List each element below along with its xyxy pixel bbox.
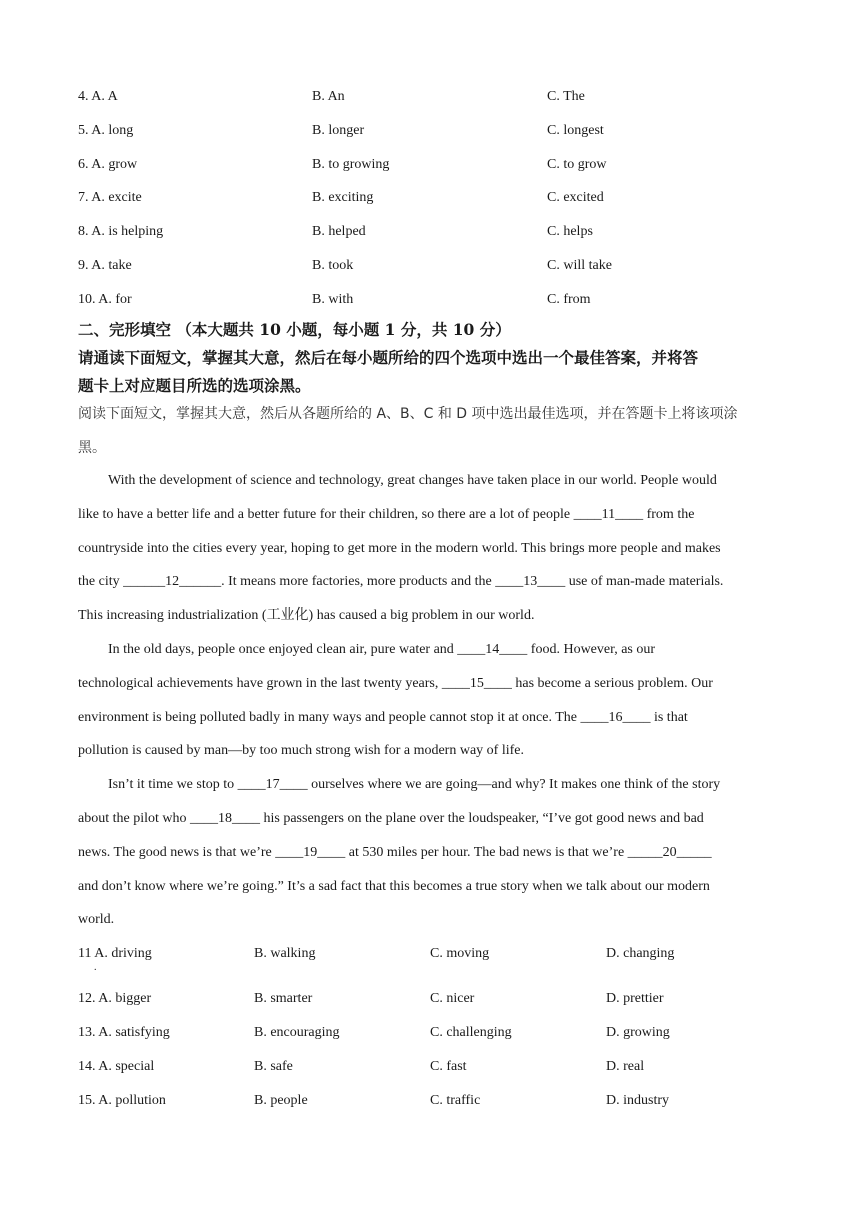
passage-line: countryside into the cities every year, hoping to get more in the modern world. This brings more people and makes — [78, 540, 721, 556]
option-c: C. traffic — [430, 1093, 481, 1108]
section-instruction-bold: 请通读下面短文，掌握其大意，然后在每小题所给的四个选项中选出一个最佳答案，并将答 — [78, 348, 699, 367]
option-c: C. helps — [547, 224, 593, 239]
blank-16: ____16____ — [580, 709, 651, 725]
option-c: C. will take — [547, 258, 612, 273]
passage-text: like to have a better life and a better future for their children, so there are a lot of people — [78, 506, 574, 522]
option-b: B. to growing — [312, 157, 390, 172]
option-a: 5. A. long — [78, 123, 134, 138]
blank-15: ____15____ — [441, 675, 512, 691]
dot-mark: . — [94, 962, 97, 973]
passage-line — [78, 836, 788, 870]
passage-text: ourselves where we are going—and why? It makes one think of the story — [307, 777, 721, 793]
section-instruction-bold-cont: 题卡上对应题目所选的选项涂黑。 — [78, 376, 311, 395]
option-row-q14 — [78, 1057, 788, 1077]
passage-line — [78, 768, 788, 802]
blank-12: ______12______ — [123, 574, 222, 590]
blank-11: ____11____ — [573, 506, 644, 522]
option-c: C. nicer — [430, 991, 475, 1006]
passage-text: the city — [78, 574, 124, 590]
passage-text: Isn’t it time we stop to — [108, 777, 238, 793]
option-row-q12 — [78, 989, 788, 1009]
option-a: 7. A. excite — [78, 190, 142, 205]
option-d: D. prettier — [606, 991, 664, 1006]
passage-text: In the old days, people once enjoyed clean air, pure water and — [108, 641, 458, 657]
option-b: B. with — [312, 292, 354, 307]
option-row-q11 — [78, 944, 788, 973]
option-a: 11 A. driving — [78, 946, 152, 961]
option-a: 9. A. take — [78, 258, 132, 273]
option-a: 12. A. bigger — [78, 991, 152, 1006]
option-b: B. An — [312, 89, 345, 104]
passage-text: news. The good news is that we’re — [78, 844, 276, 860]
option-row-q15 — [78, 1091, 788, 1111]
passage-text: his passengers on the plane over the loudspeaker, “I’ve got good news and bad — [260, 810, 704, 826]
blank-13: ____13____ — [495, 574, 566, 590]
option-row-q13 — [78, 1023, 788, 1043]
option-d: D. growing — [606, 1025, 670, 1040]
option-d: D. changing — [606, 946, 675, 961]
passage-text: use of man-made materials. — [565, 574, 724, 590]
passage-line: and don’t know where we’re going.” It’s a sad fact that this becomes a true story when we talk about our modern — [78, 878, 710, 894]
option-c: C. fast — [430, 1059, 467, 1074]
reading-instruction — [78, 397, 788, 465]
reading-instruction-line: 黑。 — [78, 440, 106, 456]
passage-line — [78, 701, 788, 735]
option-c: C. excited — [547, 190, 604, 205]
passage-text: environment is being polluted badly in many ways and people cannot stop it at once. The — [78, 709, 581, 725]
option-b: B. exciting — [312, 190, 374, 205]
blank-20: _____20_____ — [627, 844, 712, 860]
option-c: C. from — [547, 292, 591, 307]
option-b: B. longer — [312, 123, 365, 138]
reading-instruction-line: 阅读下面短文，掌握其大意，然后从各题所给的 A、B、C 和 D 项中选出最佳选项，并在答题卡上将该项涂 — [78, 406, 738, 422]
blank-17: ____17____ — [237, 777, 308, 793]
option-d: D. real — [606, 1059, 645, 1074]
option-a: 6. A. grow — [78, 157, 138, 172]
option-a: 14. A. special — [78, 1059, 155, 1074]
passage-line — [78, 802, 788, 836]
passage-text: about the pilot who — [78, 810, 190, 826]
passage-line — [78, 633, 788, 667]
option-a: 8. A. is helping — [78, 224, 164, 239]
option-c: C. to grow — [547, 157, 607, 172]
option-a: 13. A. satisfying — [78, 1025, 170, 1040]
option-a: 15. A. pollution — [78, 1093, 166, 1108]
option-c: C. moving — [430, 946, 490, 961]
passage-text: food. However, as our — [527, 641, 656, 657]
option-b: B. helped — [312, 224, 366, 239]
blank-19: ____19____ — [275, 844, 346, 860]
option-b: B. walking — [254, 946, 316, 961]
option-c: C. The — [547, 89, 585, 104]
passage-text: from the — [643, 506, 695, 522]
option-c: C. challenging — [430, 1025, 512, 1040]
option-a: 4. A. A — [78, 89, 118, 104]
passage-line: world. — [78, 912, 115, 928]
passage-line — [78, 667, 788, 701]
blank-18: ____18____ — [190, 810, 260, 826]
option-c: C. longest — [547, 123, 604, 138]
section-title: 二、完形填空 （本大题共 10 小题，每小题 1 分，共 10 分） — [78, 320, 511, 339]
passage-line: With the development of science and technology, great changes have taken place in our world. People would — [108, 473, 717, 488]
passage-line — [78, 565, 788, 599]
option-b: B. encouraging — [254, 1025, 340, 1040]
passage-text: has become a serious problem. Our — [511, 675, 713, 691]
blank-14: ____14____ — [457, 641, 528, 657]
option-a: 10. A. for — [78, 292, 132, 307]
passage-text: at 530 miles per hour. The bad news is that we’re — [345, 844, 628, 860]
option-b: B. smarter — [254, 991, 313, 1006]
passage-line — [78, 498, 788, 532]
passage-line: pollution is caused by man—by too much strong wish for a modern way of life. — [78, 743, 524, 759]
passage-text: technological achievements have grown in the last twenty years, — [78, 675, 442, 691]
passage-text: . It means more factories, more products and the — [221, 574, 496, 590]
cloze-passage — [78, 464, 788, 937]
passage-line: This increasing industrialization (工业化) has caused a big problem in our world. — [78, 608, 535, 624]
option-b: B. safe — [254, 1059, 293, 1074]
passage-text: is that — [650, 709, 688, 725]
option-d: D. industry — [606, 1093, 669, 1108]
option-b: B. people — [254, 1093, 308, 1108]
option-b: B. took — [312, 258, 354, 273]
